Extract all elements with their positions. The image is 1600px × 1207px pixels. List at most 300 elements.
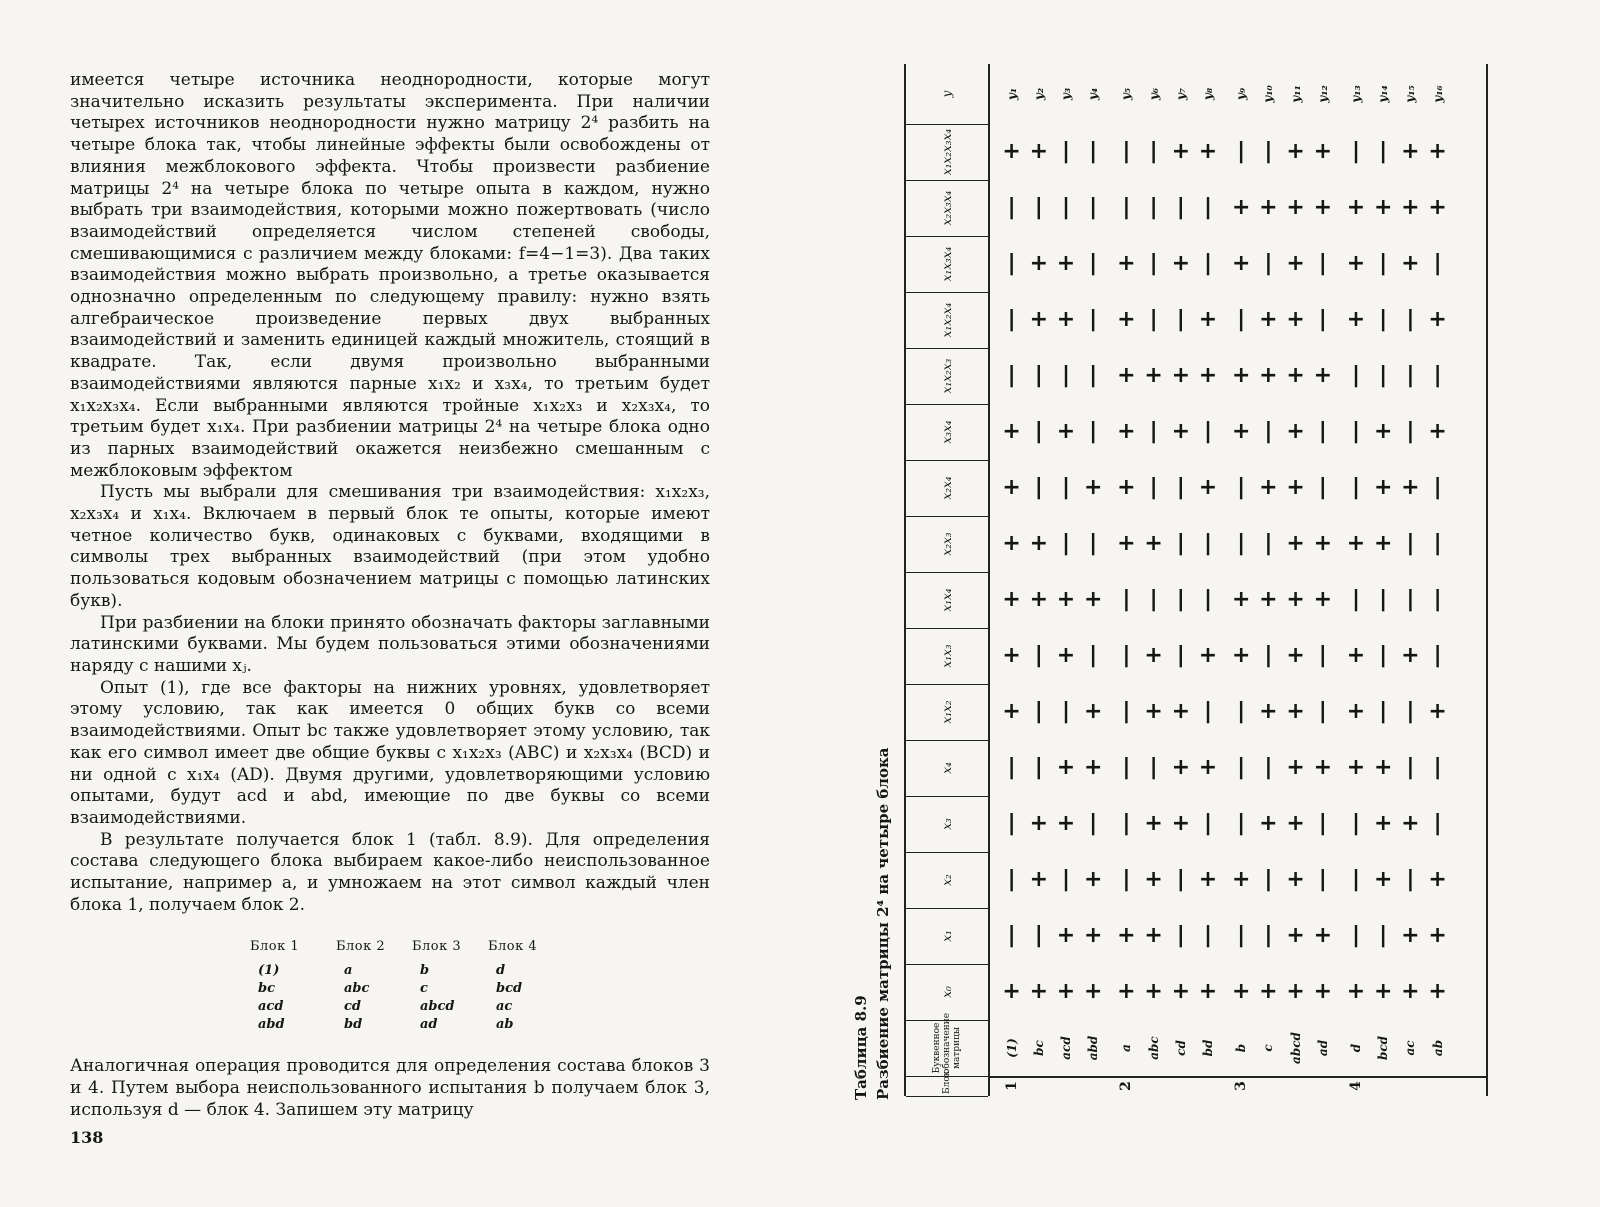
sign-cell: + [1259,979,1278,1004]
sign-cell: | [1379,699,1388,724]
sign-cell: | [1203,587,1212,612]
sign-cell: + [1428,867,1447,892]
sign-cell: | [1176,531,1185,556]
response-label-text: y₄ [1086,87,1101,101]
block-header: Блок 4 [488,939,538,955]
sign-cell: | [1406,587,1415,612]
sign-cell: + [1002,979,1021,1004]
sign-cell: + [1259,195,1278,220]
response-label-text: y₁ [1004,87,1019,101]
run-code [1113,1020,1140,1076]
sign-cell: | [1318,699,1327,724]
sign-cell: + [1117,251,1136,276]
sign-cell: | [1406,699,1415,724]
sign-cell: | [1318,867,1327,892]
column-header-code [906,1012,988,1077]
column-header-col4 [906,740,988,797]
design-matrix-table [904,64,1488,1096]
response-label [1228,64,1255,124]
sign-cell: | [1237,699,1246,724]
sign-cell: | [1034,363,1043,388]
sign-cell: | [1122,699,1131,724]
response-label-text: y₁₂ [1315,85,1330,103]
sign-cell: + [1198,755,1218,780]
sign-cell: + [1286,307,1305,332]
sign-cell: | [1089,363,1098,388]
run-code-text: c [1261,1044,1276,1052]
sign-cell: | [1089,419,1098,444]
sign-cell: + [1117,363,1136,388]
response-label-text: y₁₄ [1376,85,1391,103]
sign-cell: | [1149,251,1158,276]
paragraph-1: имеется четыре источника неоднородности, которые могут значительно исказить результаты эксперимента. При наличии четырех источников неоднородности нужно матрицу 2⁴ разбить на четыре блока так, чтобы линейные эффекты были освобождены от влияния межблокового эффекта. Чтобы произвести разбиение матрицы 2⁴ на четыре блока по четыре опыта в каждом, нужно выбрать три взаимодействия, которыми можно пожертвовать (число взаимодействий определяется числом степеней свободы, смешивающимися с различием между блоками: f=4−1=3). Два таких взаимодействия можно выбрать произвольно, а третье оказывается однозначно определенным по следующему правилу: нужно взять алгебраическое произведение первых двух выбранных взаимодействий и заменить единицей каждый множитель, стоящий в квадрате. Так, если двумя произвольно выбранными взаимодействиями являются парные x₁x₂ и x₃x₄, то третьим будет x₁x₂x₃x₄. Если выбранными являются тройные x₁x₂x₃ и x₂x₃x₄, то третьим будет x₁x₄. При разбиении матрицы 2⁴ на четыре блока одно из парных взаимодействий окажется неизбежно смешанным с межблоковым эффектом [70,70,710,481]
response-label [1424,64,1451,124]
sign-cell: + [1029,139,1048,164]
sign-cell: | [1318,251,1327,276]
column-header-col7 [906,572,988,629]
sign-cell: | [1433,811,1442,836]
sign-cell: + [1171,139,1190,164]
sign-cell: + [1373,475,1393,500]
sign-cell: | [1149,307,1158,332]
sign-cell: | [1176,307,1185,332]
column-header-col14 [906,180,988,237]
sign-cell: | [1433,643,1442,668]
table-caption [852,56,912,1100]
sign-cell: | [1237,923,1246,948]
column-header-block [906,1070,988,1097]
sign-cell: | [1379,139,1388,164]
block-cell: bc [258,981,276,997]
sign-cell: | [1007,307,1016,332]
run-code-text: a [1119,1044,1134,1052]
sign-cell: + [1313,755,1332,780]
run-code-text: ab [1430,1039,1445,1057]
sign-cell: | [1433,363,1442,388]
run-code-text: bd [1200,1039,1215,1057]
sign-cell: | [1034,195,1043,220]
response-label [1140,64,1167,124]
sign-cell: + [1029,979,1048,1004]
sign-cell: + [1002,643,1021,668]
response-label-text: y₂ [1031,87,1046,101]
column-header-col5-text: x₁x₂ [940,700,954,724]
sign-cell: + [1171,699,1190,724]
sign-cell: | [1176,195,1185,220]
sign-cell: + [1286,755,1305,780]
sign-cell: + [1346,643,1366,668]
sign-cell: + [1259,363,1278,388]
run-code [1282,1020,1309,1076]
sign-cell: + [1286,811,1305,836]
sign-cell: | [1351,867,1360,892]
sign-cell: | [1149,587,1158,612]
sign-cell: + [1231,643,1251,668]
run-code-text: cd [1173,1040,1188,1056]
column-header-col12-text: x₁x₂x₄ [940,302,954,338]
column-header-col14-text: x₂x₃x₄ [940,190,954,226]
block-cell: cd [344,999,362,1015]
sign-cell: + [1198,363,1218,388]
column-header-y-text: y [940,90,954,98]
sign-cell: | [1264,643,1273,668]
sign-cell: | [1237,531,1246,556]
sign-cell: + [1117,531,1136,556]
sign-cell: | [1007,251,1016,276]
sign-cell: | [1318,643,1327,668]
sign-cell: | [1318,307,1327,332]
sign-cell: | [1264,139,1273,164]
sign-cell: | [1379,643,1388,668]
block-cell: bcd [496,981,523,997]
run-code-text: (1) [1004,1038,1019,1058]
sign-cell: | [1122,587,1131,612]
column-header-col1-text: x₁ [940,930,954,942]
sign-cell: | [1351,363,1360,388]
sign-cell: + [1117,979,1136,1004]
sign-cell: | [1034,755,1043,780]
sign-cell: + [1313,979,1332,1004]
run-code-text: abcd [1288,1032,1303,1064]
block-cell: abcd [420,999,455,1015]
sign-cell: + [1346,307,1366,332]
sign-cell: | [1089,811,1098,836]
sign-cell: + [1428,139,1447,164]
sign-cell: | [1406,867,1415,892]
sign-cell: + [1029,867,1048,892]
sign-cell: + [1144,979,1163,1004]
sign-cell: + [1428,307,1447,332]
block-cell: d [496,963,506,979]
response-label-text: y₆ [1146,87,1161,101]
sign-cell: + [1002,475,1021,500]
sign-cell: | [1034,643,1043,668]
sign-cell: | [1034,419,1043,444]
sign-cell: | [1089,307,1098,332]
response-label [1194,64,1221,124]
blocks-table [250,938,710,1034]
sign-cell: | [1176,587,1185,612]
column-header-col11 [906,348,988,405]
sign-cell: + [1428,419,1447,444]
sign-cell: | [1061,531,1070,556]
sign-cell: | [1433,755,1442,780]
sign-cell: + [1198,979,1218,1004]
sign-cell: | [1264,923,1273,948]
sign-cell: | [1203,419,1212,444]
sign-cell: + [1401,251,1420,276]
block-number [998,1076,1025,1096]
column-header-col2-text: x₂ [940,874,954,886]
sign-cell: | [1351,587,1360,612]
sign-cell: + [1373,419,1393,444]
sign-cell: | [1203,811,1212,836]
response-label [1025,64,1052,124]
sign-cell: | [1176,923,1185,948]
response-label [1113,64,1140,124]
column-header-y [906,64,988,125]
sign-cell: | [1061,195,1070,220]
sign-cell: | [1061,699,1070,724]
sign-cell: + [1144,811,1163,836]
block-cell: ab [496,1017,514,1033]
run-code-text: acd [1058,1036,1073,1060]
sign-cell: + [1401,811,1420,836]
sign-cell: | [1351,811,1360,836]
sign-cell: + [1083,699,1103,724]
block-number-text: 1 [1003,1081,1020,1091]
column-header-col15 [906,124,988,181]
sign-cell: + [1401,195,1420,220]
sign-cell: + [1198,867,1218,892]
run-code [1228,1020,1255,1076]
column-header-col10 [906,404,988,461]
run-code [1080,1020,1107,1076]
sign-cell: + [1428,699,1447,724]
column-header-col13-text: x₁x₃x₄ [940,246,954,282]
sign-cell: + [1002,699,1021,724]
column-header-col9 [906,460,988,517]
sign-cell: + [1002,419,1021,444]
sign-cell: + [1171,755,1190,780]
sign-cell: | [1149,195,1158,220]
response-label-text: y₁₅ [1403,85,1418,103]
run-code-text: abd [1086,1035,1101,1061]
sign-cell: + [1231,979,1251,1004]
sign-cell: + [1198,643,1218,668]
sign-cell: | [1203,699,1212,724]
sign-cell: + [1428,979,1447,1004]
sign-cell: + [1401,139,1420,164]
block-cell: bd [344,1017,363,1033]
run-code-text: bcd [1376,1035,1391,1061]
sign-cell: | [1264,531,1273,556]
block-cell: c [420,981,428,997]
sign-cell: + [1144,867,1163,892]
response-label-text: y₃ [1058,87,1073,101]
sign-cell: | [1237,307,1246,332]
response-label-text: y₁₀ [1261,85,1276,103]
column-header-col6 [906,628,988,685]
response-label [1052,64,1079,124]
sign-cell: + [1002,531,1021,556]
response-label [1370,64,1397,124]
sign-cell: | [1433,251,1442,276]
sign-cell: + [1198,307,1218,332]
sign-cell: | [1061,867,1070,892]
sign-cell: + [1144,363,1163,388]
paragraph-3: При разбиении на блоки принято обозначать факторы заглавными латинскими буквами. Мы будем пользоваться этими обозначениями наряду с нашими xⱼ. [70,612,710,676]
sign-cell: + [1171,363,1190,388]
column-header-col1 [906,908,988,965]
run-code [1424,1020,1451,1076]
block-number [1342,1076,1369,1096]
sign-cell: | [1149,139,1158,164]
run-code [1052,1020,1079,1076]
sign-cell: + [1373,811,1393,836]
sign-cell: | [1351,419,1360,444]
sign-cell: + [1144,923,1163,948]
response-label-text: y₅ [1119,87,1134,101]
sign-cell: + [1231,419,1251,444]
sign-cell: | [1007,867,1016,892]
sign-cell: | [1089,195,1098,220]
sign-cell: | [1406,755,1415,780]
sign-cell: | [1122,811,1131,836]
block-cell: (1) [258,963,280,979]
response-label-text: y₉ [1234,87,1249,101]
sign-cell: | [1176,867,1185,892]
sign-cell: + [1313,923,1332,948]
sign-cell: + [1231,587,1251,612]
left-page [70,70,710,1122]
sign-cell: + [1373,979,1393,1004]
run-code-text: abc [1146,1036,1161,1060]
sign-cell: | [1264,251,1273,276]
sign-cell: | [1149,419,1158,444]
sign-cell: + [1286,531,1305,556]
sign-cell: + [1117,923,1136,948]
sign-cell: + [1231,363,1251,388]
sign-cell: + [1171,811,1190,836]
block-cell: abc [344,981,370,997]
sign-cell: + [1286,923,1305,948]
sign-cell: | [1176,643,1185,668]
sign-cell: | [1007,755,1016,780]
sign-cell: + [1259,475,1278,500]
run-code-text: d [1348,1043,1363,1053]
response-label [998,64,1025,124]
response-label [1397,64,1424,124]
sign-cell: | [1406,531,1415,556]
sign-cell: | [1351,923,1360,948]
sign-cell: + [1056,979,1076,1004]
block-header: Блок 1 [250,939,300,955]
right-page [852,56,1492,1116]
sign-cell: + [1259,587,1278,612]
sign-cell: | [1203,531,1212,556]
sign-cell: + [1401,475,1420,500]
sign-cell: + [1313,363,1332,388]
response-label [1282,64,1309,124]
paragraph-4: Опыт (1), где все факторы на нижних уровнях, удовлетворяет этому условию, так как имеется 0 общих букв со всеми взаимодействиями. Опыт bc также удовлетворяет этому условию, так как его символ имеет две общие буквы с x₁x₂x₃ (ABC) и x₂x₃x₄ (BCD) и ни одной с x₁x₄ (AD). Двумя другими, удовлетворяющими условию опытами, будут acd и abd, имеющие по две буквы со всеми взаимодействиями. [70,677,710,828]
sign-cell: + [1029,307,1048,332]
sign-cell: | [1237,475,1246,500]
sign-cell: + [1002,587,1021,612]
sign-cell: | [1406,419,1415,444]
sign-cell: + [1286,251,1305,276]
block-cell: acd [258,999,284,1015]
run-code [1370,1020,1397,1076]
sign-cell: + [1428,195,1447,220]
column-header-col15-text: x₁x₂x₃x₄ [940,128,954,176]
sign-cell: + [1286,139,1305,164]
sign-cell: | [1264,755,1273,780]
sign-cell: | [1061,139,1070,164]
sign-cell: + [1231,251,1251,276]
sign-cell: + [1029,531,1048,556]
block-cell: abd [258,1017,285,1033]
sign-cell: | [1351,475,1360,500]
sign-cell: | [1318,419,1327,444]
run-code [998,1020,1025,1076]
sign-cell: | [1089,531,1098,556]
sign-cell: + [1313,195,1332,220]
sign-cell: + [1373,195,1393,220]
sign-cell: | [1237,139,1246,164]
sign-cell: + [1346,195,1366,220]
sign-cell: + [1056,587,1076,612]
sign-cell: + [1401,979,1420,1004]
sign-cell: + [1056,811,1076,836]
column-header-col3-text: x₃ [940,818,954,830]
sign-cell: + [1056,307,1076,332]
sign-cell: | [1203,251,1212,276]
response-label [1342,64,1369,124]
response-label [1255,64,1282,124]
sign-cell: + [1231,867,1251,892]
sign-cell: + [1171,979,1190,1004]
column-header-col7-text: x₁x₄ [940,588,954,612]
sign-cell: + [1346,531,1366,556]
block-cell: ad [420,1017,438,1033]
sign-cell: | [1203,923,1212,948]
table-number: Таблица 8.9 [852,995,870,1100]
block-number-text: 2 [1118,1081,1135,1091]
sign-cell: + [1401,643,1420,668]
response-label-text: y₁₃ [1348,85,1363,103]
block-cell: ac [496,999,513,1015]
sign-cell: | [1433,587,1442,612]
sign-cell: + [1029,587,1048,612]
run-code [1255,1020,1282,1076]
response-label [1080,64,1107,124]
sign-cell: | [1122,755,1131,780]
sign-cell: + [1198,475,1218,500]
run-code [1167,1020,1194,1076]
sign-cell: + [1002,139,1021,164]
response-label [1167,64,1194,124]
sign-cell: | [1264,419,1273,444]
response-label [1309,64,1336,124]
column-header-col8-text: x₂x₃ [940,532,954,556]
response-label-text: y₁₆ [1430,85,1445,103]
block-number-text: 3 [1233,1081,1250,1091]
sign-cell: + [1029,811,1048,836]
response-label-text: y₇ [1173,87,1188,101]
sign-cell: | [1122,643,1131,668]
sign-cell: + [1144,643,1163,668]
sign-cell: | [1203,195,1212,220]
paragraph-6: Аналогичная операция проводится для определения состава блоков 3 и 4. Путем выбора неиспользованного испытания b получаем блок 3, используя d — блок 4. Запишем эту матрицу [70,1056,710,1120]
sign-cell: | [1406,307,1415,332]
run-code [1194,1020,1221,1076]
sign-cell: + [1056,419,1076,444]
sign-cell: + [1083,923,1103,948]
sign-cell: + [1259,811,1278,836]
run-code [1397,1020,1424,1076]
sign-cell: | [1406,363,1415,388]
column-header-col2 [906,852,988,909]
sign-cell: + [1144,699,1163,724]
block-header: Блок 2 [336,939,386,955]
sign-cell: + [1117,419,1136,444]
sign-cell: | [1007,195,1016,220]
sign-cell: + [1056,923,1076,948]
response-label-text: y₁₁ [1288,85,1303,103]
sign-cell: | [1379,363,1388,388]
run-code-text: b [1234,1043,1249,1053]
